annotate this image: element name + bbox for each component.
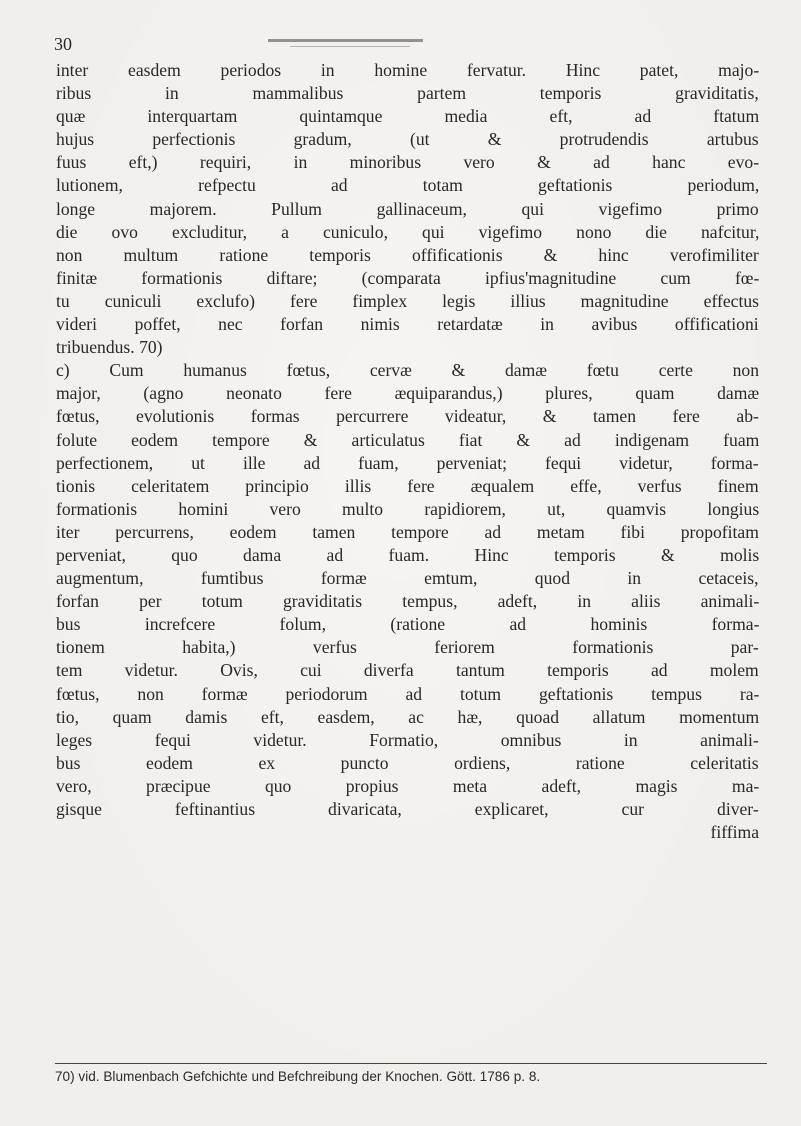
header-rule-thin — [290, 46, 410, 47]
text-line: lutionem, refpectu ad totam geftationis periodum, — [56, 175, 759, 196]
text-line: ribus in mammalibus partem temporis graviditatis, — [56, 83, 759, 104]
text-line: perveniat, quo dama ad fuam. Hinc temporis & molis — [56, 544, 759, 565]
page-number: 30 — [54, 34, 72, 54]
text-line: fœtus, evolutionis formas percurrere videatur, & tamen fere ab- — [56, 406, 759, 427]
text-line: leges fequi videtur. Formatio, omnibus in animali- — [56, 729, 759, 750]
text-line: augmentum, fumtibus formæ emtum, quod in cetaceis, — [56, 568, 759, 589]
text-line: non multum ratione temporis offificationis & hinc verofimiliter — [56, 244, 759, 265]
text-line: quæ interquartam quintamque media eft, ad ftatum — [56, 106, 759, 127]
text-line: finitæ formationis diftare; (comparata ipfius'magnitudine cum fœ- — [56, 267, 759, 288]
text-line: bus increfcere folum, (ratione ad hominis forma- — [56, 614, 759, 635]
text-line: major, (agno neonato fere æquiparandus,) plures, quam damæ — [56, 383, 759, 404]
text-line: fœtus, non formæ periodorum ad totum geftationis tempus ra- — [56, 683, 759, 704]
text-line: fuus eft,) requiri, in minoribus vero & ad hanc evo- — [56, 152, 759, 173]
footnote-rule — [55, 1063, 767, 1064]
text-line: folute eodem tempore & articulatus fiat & ad indigenam fuam — [56, 429, 759, 450]
text-line: hujus perfectionis gradum, (ut & protrudendis artubus — [56, 129, 759, 150]
text-line: tionis celeritatem principio illis fere æqualem effe, verfus finem — [56, 475, 759, 496]
body-text — [56, 59, 759, 844]
text-line: longe majorem. Pullum gallinaceum, qui vigefimo primo — [56, 198, 759, 219]
text-line: videri poffet, nec forfan nimis retardatæ in avibus offificationi — [56, 314, 759, 335]
text-line: perfectionem, ut ille ad fuam, perveniat; fequi videtur, forma- — [56, 452, 759, 473]
text-line: tu cuniculi exclufo) fere fimplex legis illius magnitudine effectus — [56, 290, 759, 311]
text-line: die ovo excluditur, a cuniculo, qui vigefimo nono die nafcitur, — [56, 221, 759, 242]
text-line: tribuendus. 70) — [56, 337, 163, 358]
text-line: vero, præcipue quo propius meta adeft, magis ma- — [56, 775, 759, 796]
text-line: tionem habita,) verfus feriorem formationis par- — [56, 637, 759, 658]
text-line: bus eodem ex puncto ordiens, ratione celeritatis — [56, 752, 759, 773]
text-line: tem videtur. Ovis, cui diverfa tantum temporis ad molem — [56, 660, 759, 681]
text-line: c) Cum humanus fœtus, cervæ & damæ fœtu certe non — [56, 360, 759, 381]
footnote: 70) vid. Blumenbach Gefchichte und Befchreibung der Knochen. Gött. 1786 p. 8. — [55, 1069, 541, 1084]
text-line: forfan per totum graviditatis tempus, adeft, in aliis animali- — [56, 591, 759, 612]
header-rule — [268, 39, 423, 42]
text-line: tio, quam damis eft, easdem, ac hæ, quoad allatum momentum — [56, 706, 759, 727]
text-line: gisque feftinantius divaricata, explicaret, cur diver- — [56, 799, 759, 819]
text-line: inter easdem periodos in homine fervatur. Hinc patet, majo- — [56, 60, 759, 80]
text-line: formationis homini vero multo rapidiorem, ut, quamvis longius — [56, 498, 759, 519]
text-line: iter percurrens, eodem tamen tempore ad metam fibi propofitam — [56, 521, 759, 542]
catchword: fiffima — [710, 822, 759, 843]
